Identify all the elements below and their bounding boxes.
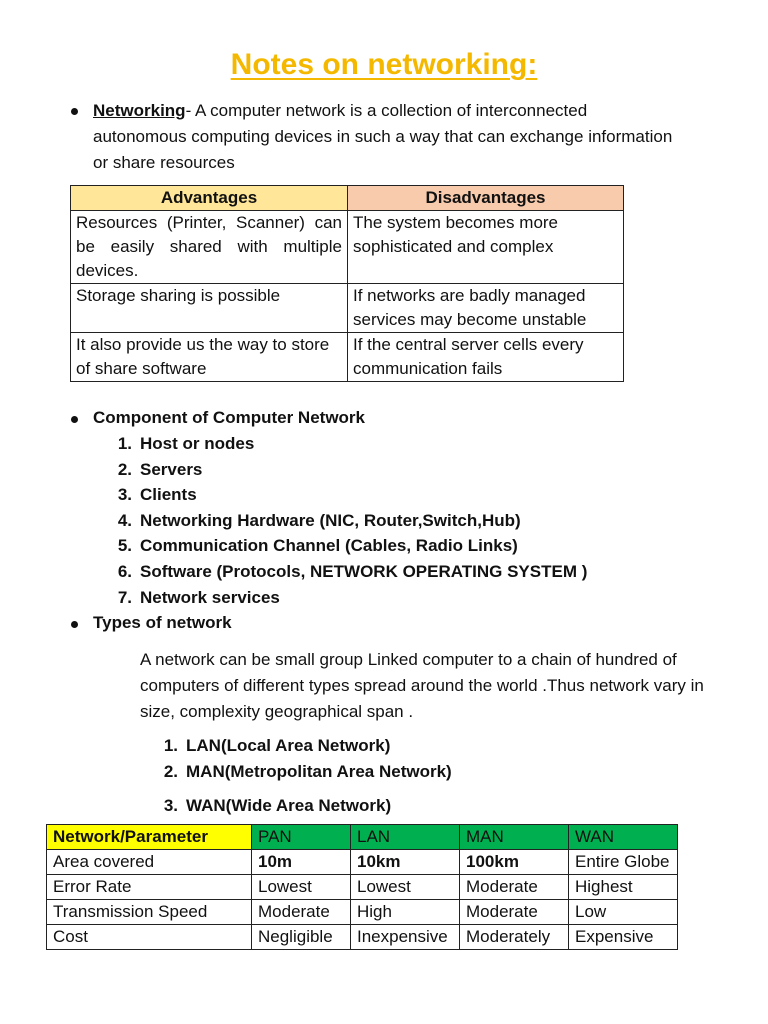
header-lan: LAN (351, 825, 460, 850)
header-wan: WAN (569, 825, 678, 850)
header-man: MAN (460, 825, 569, 850)
wan-cell: Expensive (569, 925, 678, 950)
disadvantages-header: Disadvantages (348, 186, 624, 211)
disadvantage-cell: The system becomes more sophisticated and complex (348, 211, 624, 284)
lan-cell: Lowest (351, 875, 460, 900)
man-cell: Moderate (460, 900, 569, 925)
table-row (47, 925, 678, 950)
advantage-cell: It also provide us the way to store of share software (71, 333, 348, 382)
page-title: Notes on networking: (230, 48, 538, 81)
lan-cell: High (351, 900, 460, 925)
wan-cell: Entire Globe (569, 850, 678, 875)
man-cell: 100km (460, 850, 569, 875)
pan-cell: 10m (252, 850, 351, 875)
advantages-table (70, 185, 624, 382)
table-row (71, 333, 624, 382)
list-item: 7. Network services (117, 587, 280, 607)
types-list-b (156, 793, 391, 819)
table-row (71, 284, 624, 333)
network-comparison-table (46, 824, 678, 950)
list-item: 2. Servers (117, 459, 203, 479)
components-heading: Component of Computer Network (93, 408, 365, 427)
bullet-types (71, 621, 78, 628)
header-pan: PAN (252, 825, 351, 850)
types-heading: Types of network (93, 613, 232, 632)
list-item: 1. Host or nodes (117, 434, 255, 453)
pan-cell: Moderate (252, 900, 351, 925)
wan-cell: Highest (569, 875, 678, 900)
disadvantage-cell: If networks are badly managed services may become unstable (348, 284, 624, 333)
list-item: 6. Software (Protocols, NETWORK OPERATING SYSTEM ) (117, 561, 588, 581)
table-row (47, 900, 678, 925)
parameter-cell: Area covered (47, 850, 252, 875)
lan-cell: 10km (351, 850, 460, 875)
parameter-cell: Transmission Speed (47, 900, 252, 925)
bullet-components (71, 416, 78, 423)
types-paragraph: A network can be small group Linked computer to a chain of hundred of computers of different types spread around the world .Thus network vary in size, complexity geographical span . (140, 650, 704, 721)
list-item: 2. MAN(Metropolitan Area Network) (163, 761, 452, 781)
pan-cell: Negligible (252, 925, 351, 950)
advantage-cell: Storage sharing is possible (71, 284, 348, 333)
table-row (71, 211, 624, 284)
advantages-header: Advantages (71, 186, 348, 211)
table-row (47, 875, 678, 900)
advantage-cell: Resources (Printer, Scanner) can be easily shared with multiple devices. (71, 211, 348, 284)
networking-definition (93, 98, 673, 176)
networking-term: Networking (93, 101, 186, 120)
wan-cell: Low (569, 900, 678, 925)
bullet-networking (71, 108, 78, 115)
components-list (110, 431, 587, 610)
man-cell: Moderate (460, 875, 569, 900)
lan-cell: Inexpensive (351, 925, 460, 950)
disadvantage-cell: If the central server cells every communication fails (348, 333, 624, 382)
list-item: 3. WAN(Wide Area Network) (163, 796, 392, 815)
networking-definition-text: - A computer network is a collection of interconnected autonomous computing devices in such a way that can exchange information or share resources (93, 101, 673, 172)
parameter-cell: Cost (47, 925, 252, 950)
table-row (47, 850, 678, 875)
list-item: 5. Communication Channel (Cables, Radio Links) (117, 536, 518, 556)
list-item: 4. Networking Hardware (NIC, Router,Switch,Hub) (117, 510, 521, 530)
list-item: 1. LAN(Local Area Network) (163, 736, 391, 755)
list-item: 3. Clients (117, 485, 197, 505)
parameter-cell: Error Rate (47, 875, 252, 900)
header-network-parameter: Network/Parameter (47, 825, 252, 850)
pan-cell: Lowest (252, 875, 351, 900)
types-list-a (156, 733, 452, 784)
man-cell: Moderately (460, 925, 569, 950)
